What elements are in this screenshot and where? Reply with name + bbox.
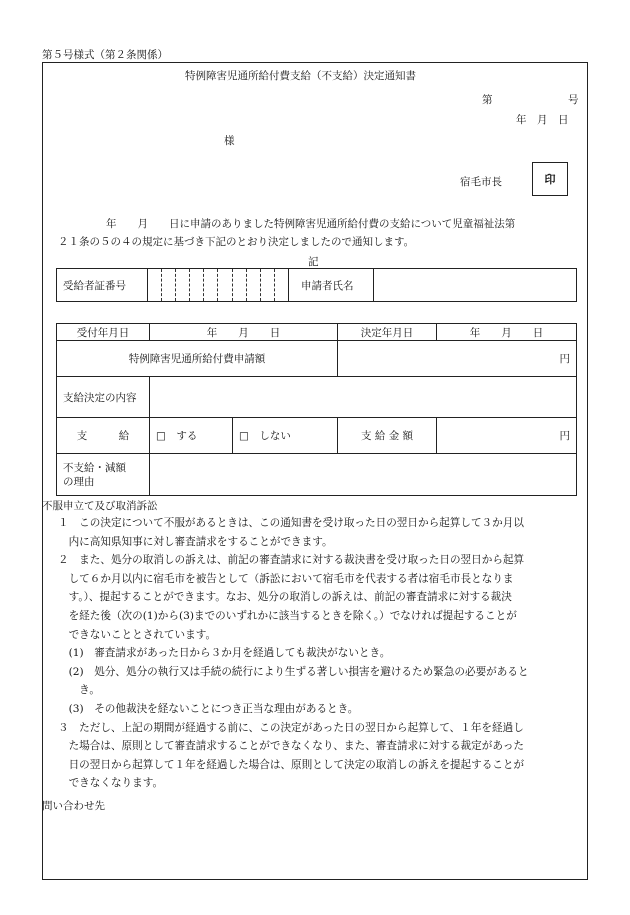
note-line: 日の翌日から起算して１年を経過した場合は、原則として決定の取消しの訴えを提起することが [58,758,525,771]
decision-content-field[interactable] [150,377,577,418]
recipient-no-field[interactable] [148,269,289,302]
note-line: ２ また、処分の取消しの訴えは、前記の審査請求に対する裁決書を受け取った日の翌日から起算 [58,554,525,567]
note-line: ３ ただし、上記の期間が経過する前に、この決定があった日の翌日から起算して、１年を経過し [58,721,524,734]
seal-stamp: 印 [532,162,568,196]
number-go: 号 [568,94,579,106]
note-line: １ この決定について不服があるときは、この通知書を受け取った日の翌日から起算して３か月以 [58,517,524,529]
note-line: できなくなります。 [58,777,164,790]
option-no-checkbox[interactable]: □ しない [233,418,338,454]
issuer-name: 宿毛市長 [460,176,502,188]
option-yes-checkbox[interactable]: □ する [150,418,233,454]
body-line-1: 年 月 日に申請のありました特例障害児通所給付費の支給について児童福祉法第 [106,218,516,230]
note-line: (2) 処分、処分の執行又は手続の続行により生ずる著しい損害を避けるため緊急の必要があると [58,665,529,678]
requested-amount-field[interactable]: 円 [338,341,577,377]
applicant-name-field[interactable] [374,269,577,302]
reason-field[interactable] [150,454,577,496]
applicant-name-label: 申請者氏名 [289,269,374,302]
recipient-table [56,268,577,302]
note-line: (3) その他裁決を経ないことにつき正当な理由があるとき。 [58,702,359,715]
decision-content-label: 支給決定の内容 [57,377,150,418]
recipient-no-label: 受給者証番号 [57,269,148,302]
note-line: して６か月以内に宿毛市を被告として（訴訟において宿毛市を代表する者は宿毛市長となりま [58,572,514,585]
requested-amount-label: 特例障害児通所給付費申請額 [57,341,338,377]
decision-date-value[interactable]: 年 月 日 [437,324,577,341]
note-line: き。 [58,684,100,697]
note-line: た場合は、原則として審査請求することができなくなり、また、審査請求に対する裁定があった [58,740,525,753]
decision-date-label: 決定年月日 [338,324,437,341]
form-label: 第５号様式（第２条関係） [42,49,168,61]
amount-label: 支 給 金 額 [338,418,437,454]
note-line: (1) 審査請求があった日から３か月を経過しても裁決がないとき。 [58,647,391,660]
addressee-sama: 様 [224,135,235,147]
recipient-no-digit-boxes [148,269,288,301]
appeal-heading: 不服申立て及び取消訴訟 [42,500,158,512]
body-line-2: ２１条の５の４の規定に基づき下記のとおり決定しましたので通知します。 [58,236,415,248]
inquiry-label: 問い合わせ先 [42,800,105,812]
decision-table [56,323,577,496]
reason-label-line-1: 不支給・減額 [63,461,126,474]
payment-label: 支 給 [57,418,150,454]
appeal-notes [58,514,529,793]
note-line: 内に高知県知事に対し審査請求をすることができます。 [58,535,333,548]
received-date-value[interactable]: 年 月 日 [150,324,338,341]
document-title: 特例障害児通所給付費支給（不支給）決定通知書 [185,70,416,82]
received-date-label: 受付年月日 [57,324,150,341]
reason-label [57,454,150,496]
reason-label-line-2: の理由 [63,475,95,488]
note-line: を経た後（次の(1)から(3)までのいずれかに該当するときを除く。）でなければ提起することが [58,609,517,622]
number-dai: 第 [482,94,493,106]
issue-date: 年 月 日 [516,114,569,126]
note-line: できないこととされています。 [58,628,217,641]
ki-heading: 記 [308,256,319,268]
note-line: す。）、提起することができます。なお、処分の取消しの訴えは、前記の審査請求に対する裁決 [58,591,512,604]
amount-field[interactable]: 円 [437,418,577,454]
